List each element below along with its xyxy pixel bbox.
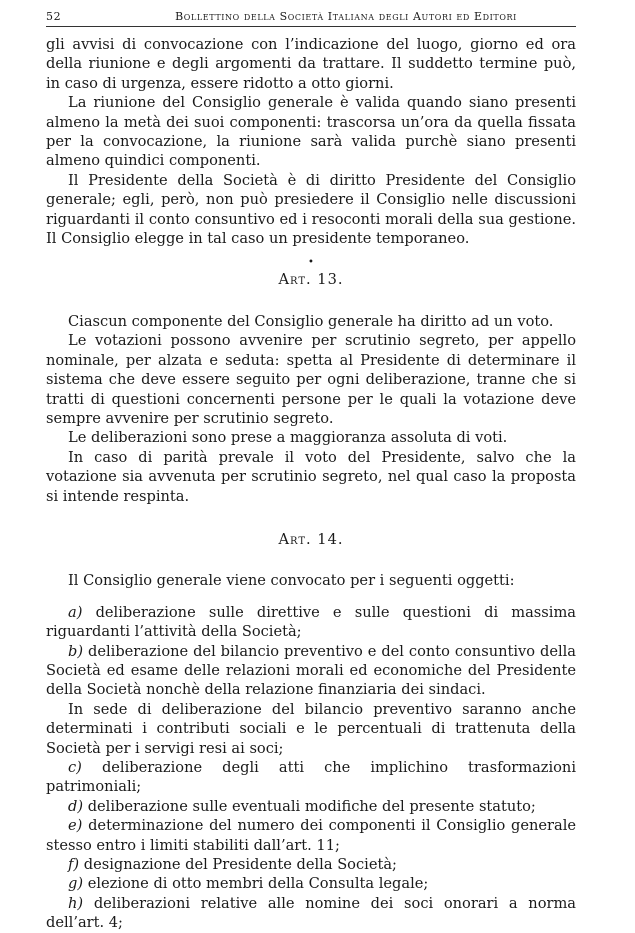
list-text: deliberazione sulle direttive e sulle questioni di massima riguardanti l’attività della Società; (46, 603, 576, 641)
list-item (46, 816, 576, 855)
document-page (46, 10, 576, 933)
paragraph: Le votazioni possono avvenire per scrutinio segreto, per appello nominale, per alzata e seduta: spetta al Presidente di determinare il sistema che deve essere seguito per ogni deliberazione, tranne che si tratti di questioni concernenti persone per le quali la votazione deve sempre avvenire per scrutinio segreto. (46, 332, 576, 427)
paragraph: In caso di parità prevale il voto del Presidente, salvo che la votazione sia avvenuta per scrutinio segreto, nel qual caso la proposta si intende respinta. (46, 448, 576, 505)
list-item (46, 855, 576, 874)
journal-title: Bollettino della Società Italiana degli Autori ed Editori (175, 10, 517, 23)
paragraph: gli avvisi di convocazione con l’indicazione del luogo, giorno ed ora della riunione e degli argomenti da trattare. Il suddetto termine può, in caso di urgenza, essere ridotto a otto giorni. (46, 36, 576, 92)
list-item (46, 874, 576, 893)
paragraph: Il Consiglio generale viene convocato per i seguenti oggetti: (68, 572, 515, 590)
list-text: determinazione del numero dei componenti il Consiglio generale stesso entro i limiti stabiliti dall’art. 11; (46, 817, 577, 854)
paragraph: Il Presidente della Società è di diritto Presidente del Consiglio generale; egli, però, non può presiedere il Consiglio nelle discussioni riguardanti il conto consuntivo ed i resoconti morali della sua gestione. Il Consiglio elegge in tal caso un presidente temporaneo. (46, 171, 576, 248)
list-letter: d) (68, 797, 84, 815)
list-text: deliberazione sulle eventuali modifiche del presente statuto; (87, 797, 536, 815)
list-item (46, 797, 576, 816)
list-letter: g) (68, 875, 84, 893)
list-letter: h) (68, 894, 84, 912)
list-text: deliberazioni relative alle nomine dei soci onorari a norma dell’art. 4; (46, 894, 577, 932)
list-item (46, 603, 576, 642)
list-letter: e) (68, 817, 83, 835)
list-text: elezione di otto membri della Consulta legale; (87, 875, 429, 893)
paragraph: Ciascun componente del Consiglio generale ha diritto ad un voto. (68, 312, 554, 330)
body-text (46, 35, 576, 933)
running-header (46, 10, 576, 27)
list-text: deliberazione del bilancio preventivo e del conto consuntivo della Società ed esame delle relazioni morali ed economiche del Presidente della Società nonchè della relazione finanziaria dei sindaci. (46, 642, 577, 699)
separator-dot: • (308, 257, 314, 269)
page-number: 52 (46, 10, 62, 23)
paragraph: Le deliberazioni sono prese a maggioranza assoluta di voti. (68, 429, 508, 447)
paragraph: In sede di deliberazione del bilancio preventivo saranno anche determinati i contributi sociali e le percentuali di trattenuta della Società per i servigi resi ai soci; (46, 700, 576, 757)
list-letter: c) (68, 759, 82, 776)
list-text: designazione del Presidente della Società; (83, 856, 397, 874)
article-14-list (46, 603, 576, 933)
article-heading-13: Art. 13. (278, 271, 344, 289)
list-item (46, 758, 576, 797)
article-heading-14: Art. 14. (278, 530, 344, 548)
paragraph: La riunione del Consiglio generale è valida quando siano presenti almeno la metà dei suoi componenti: trascorsa un’ora da quella fissata per la convocazione, la riunione sarà valida purchè siano presenti almeno quindici componenti. (46, 94, 576, 170)
list-letter: f) (68, 856, 80, 874)
list-letter: a) (68, 603, 83, 621)
list-item (46, 642, 576, 700)
list-text: deliberazione degli atti che implichino trasformazioni patrimoniali; (46, 759, 576, 796)
list-letter: b) (68, 642, 84, 660)
